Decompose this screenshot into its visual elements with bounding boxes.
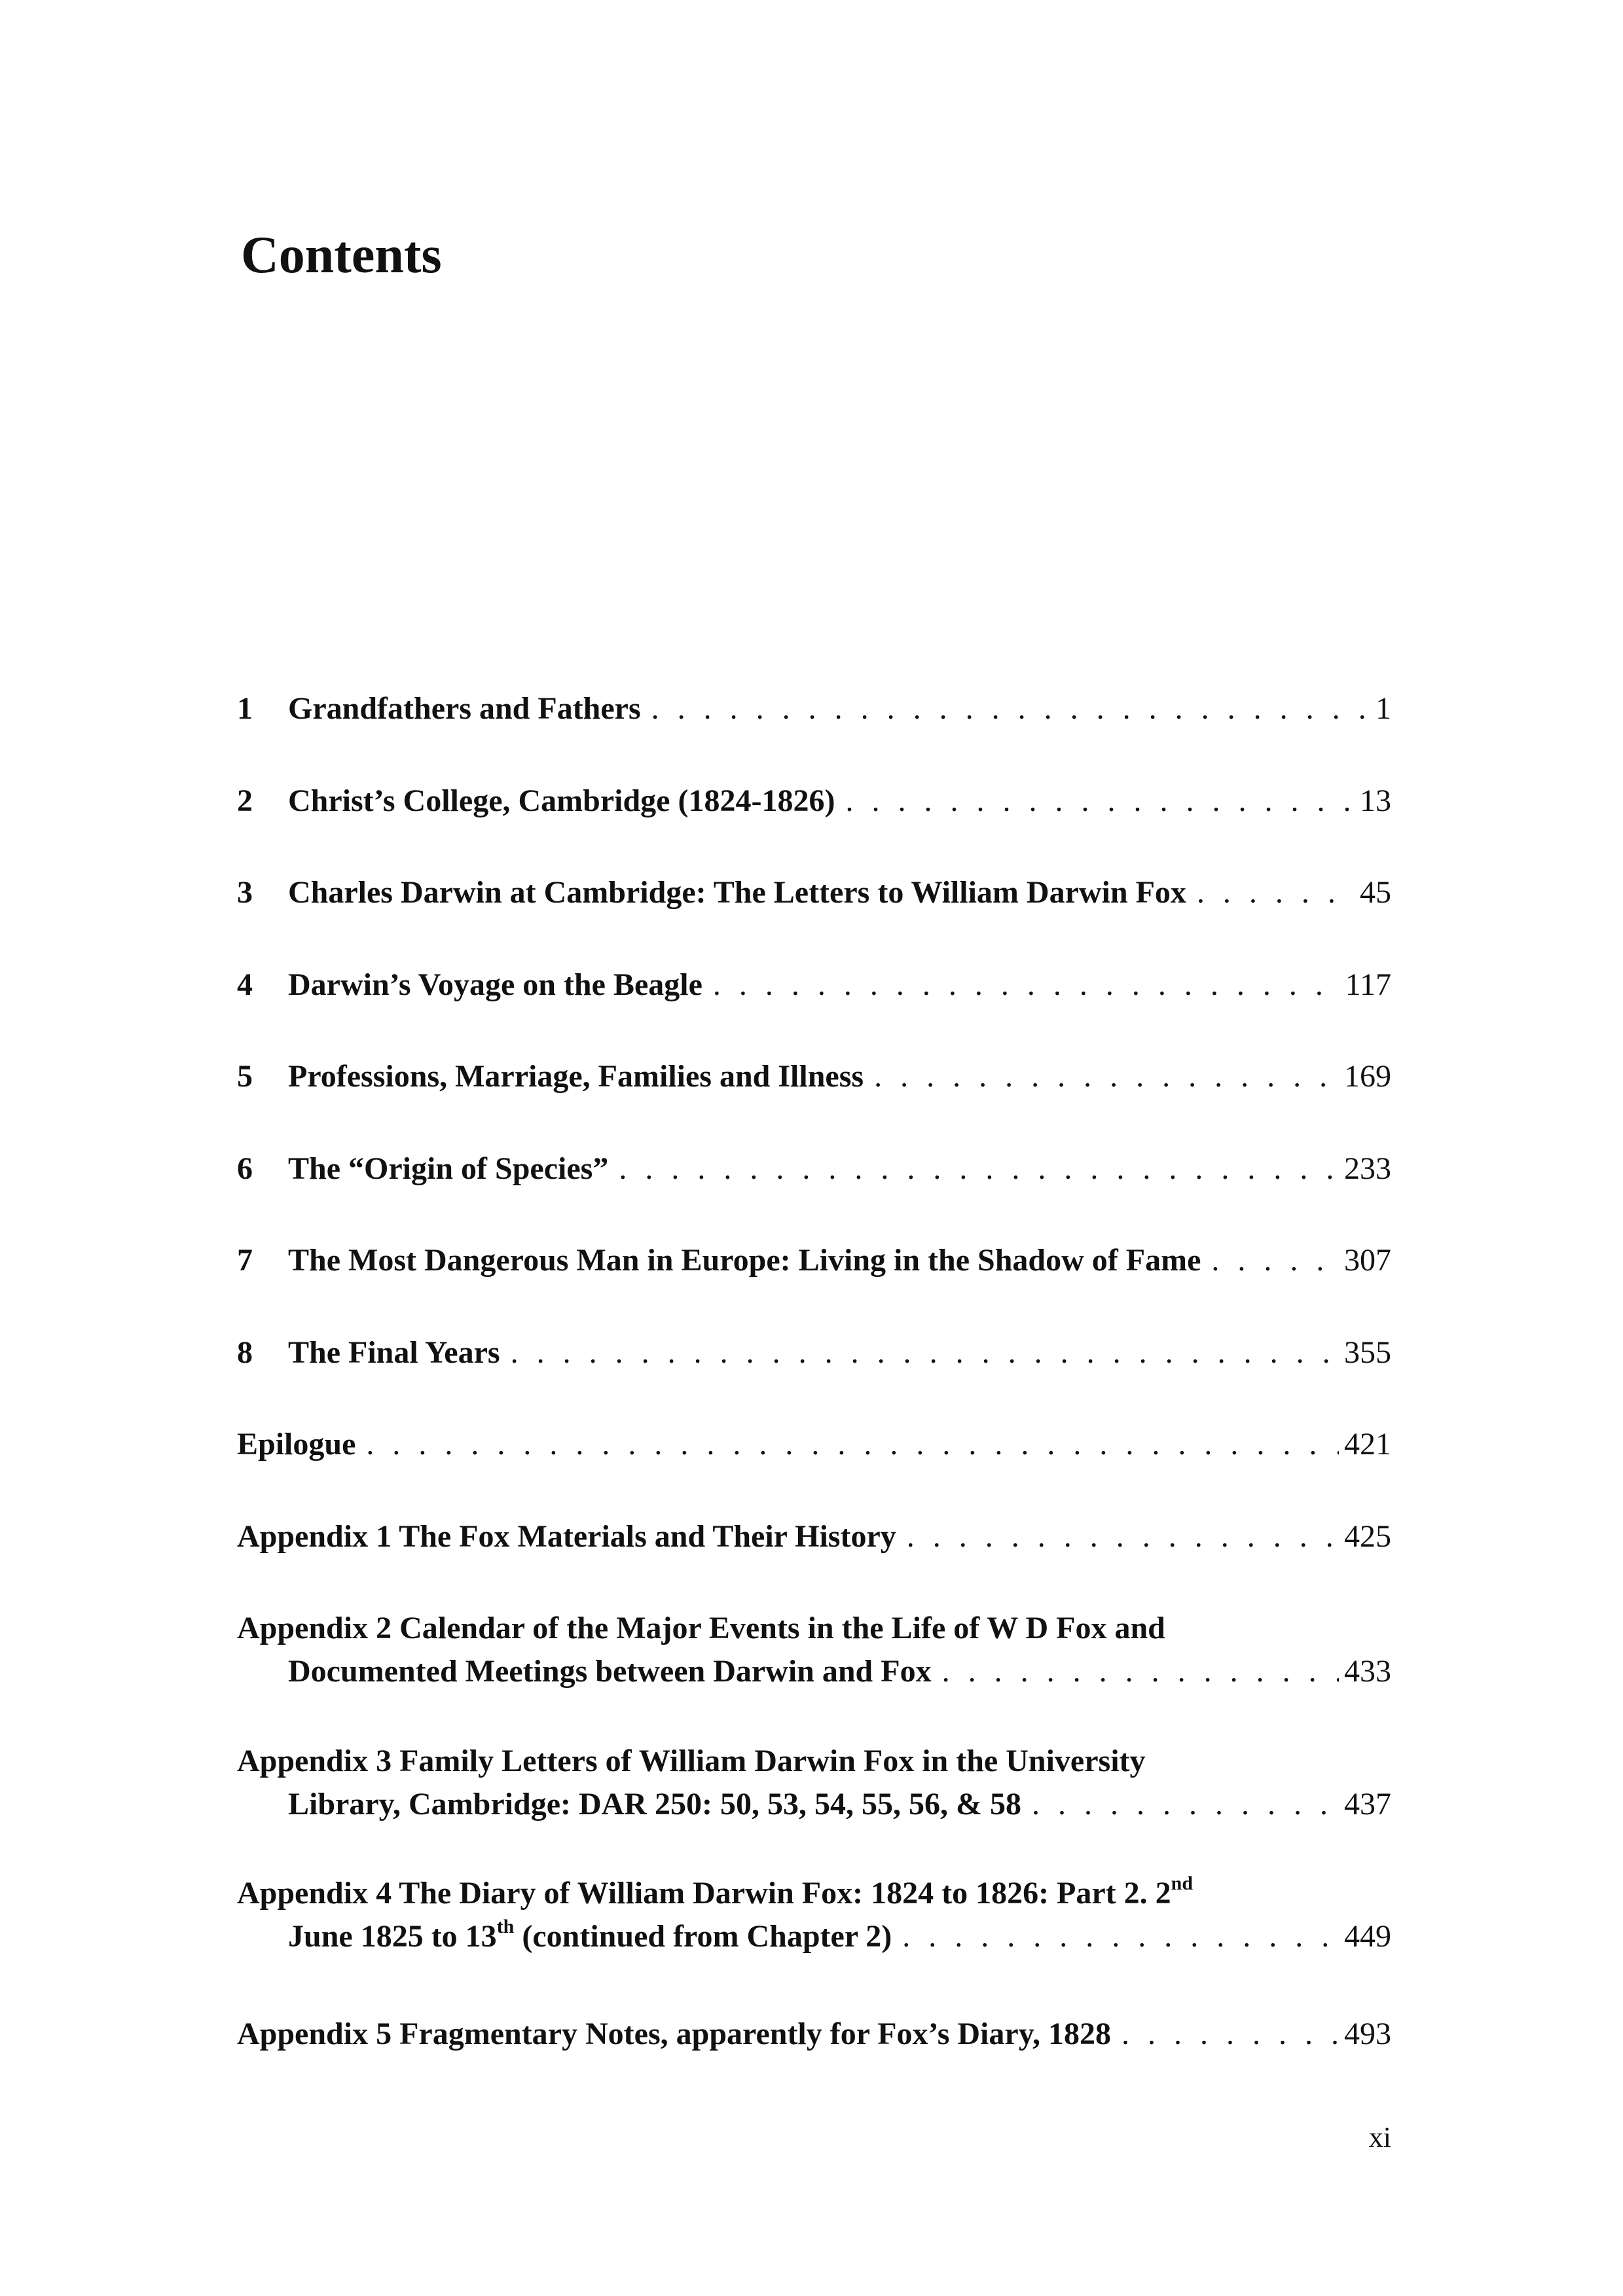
page-number: 425 [1344,1519,1391,1554]
toc-entry-chapter-3[interactable] [237,871,1391,914]
chapter-number: 1 [237,691,253,726]
chapter-number: 5 [237,1059,253,1094]
dot-leader [907,1515,1339,1558]
toc-entry-chapter-2[interactable] [237,780,1391,823]
page-number: 449 [1344,1919,1391,1954]
page-number: 493 [1344,2017,1391,2051]
page-number: 433 [1344,1654,1391,1689]
page-number: 45 [1360,875,1391,910]
page-number: 117 [1345,967,1391,1002]
ordinal-suffix: nd [1171,1873,1194,1894]
page-number: 355 [1344,1335,1391,1370]
appendix-title-line-1: Appendix 3 Family Letters of William Darwin Fox in the University [237,1744,1146,1778]
page-number: 437 [1344,1787,1391,1821]
page-number: 233 [1344,1151,1391,1186]
appendix-title-line-1: Appendix 2 Calendar of the Major Events in the Life of W D Fox and [237,1611,1165,1645]
chapter-title: Darwin’s Voyage on the Beagle [288,967,702,1002]
toc-entry-chapter-8[interactable] [237,1331,1391,1374]
appendix-title-line-2: Library, Cambridge: DAR 250: 50, 53, 54, 55, 56, & 58 [288,1787,1021,1821]
toc-entry-chapter-4[interactable] [237,963,1391,1007]
dot-leader [619,1147,1339,1191]
appendix-title-line-2: Documented Meetings between Darwin and Fox [288,1654,932,1689]
toc-entry-epilogue[interactable] [237,1423,1391,1466]
chapter-title: The “Origin of Species” [288,1151,609,1186]
chapter-number: 8 [237,1335,253,1370]
page-number: 1 [1376,691,1391,726]
dot-leader [1211,1239,1339,1282]
chapter-number: 4 [237,967,253,1002]
dot-leader [366,1423,1339,1466]
chapter-title: Christ’s College, Cambridge (1824-1826) [288,783,835,818]
toc-entry-appendix-3[interactable] [237,1740,1391,1826]
chapter-title: The Final Years [288,1335,500,1370]
page-number: 13 [1360,783,1391,818]
appendix-title: Appendix 5 Fragmentary Notes, apparently for Fox’s Diary, 1828 [237,2017,1112,2051]
toc-entry-appendix-5[interactable] [237,2013,1391,2056]
appendix-title-line-1: Appendix 4 The Diary of William Darwin Fox: 1824 to 1826: Part 2. 2nd [237,1873,1194,1910]
appendix-title: Appendix 1 The Fox Materials and Their History [237,1519,896,1554]
toc-entry-appendix-4[interactable] [237,1872,1391,1958]
appendix-title-line-2: June 1825 to 13th (continued from Chapter 2) [288,1916,892,1954]
chapter-title: Grandfathers and Fathers [288,691,641,726]
toc-entry-appendix-2[interactable] [237,1607,1391,1693]
toc-entry-appendix-1[interactable] [237,1515,1391,1558]
chapter-number: 7 [237,1243,253,1278]
page-number: 307 [1344,1243,1391,1278]
toc-entry-chapter-1[interactable] [237,687,1391,730]
page-folio: xi [1368,2121,1391,2153]
ordinal-suffix: th [496,1916,515,1937]
dot-leader [845,780,1355,823]
page-number: 421 [1344,1427,1391,1462]
dot-leader [511,1331,1339,1374]
chapter-number: 3 [237,875,253,910]
dot-leader [874,1055,1339,1098]
chapter-number: 2 [237,783,253,818]
toc-entry-chapter-7[interactable] [237,1239,1391,1282]
dot-leader [1197,871,1355,914]
toc-entry-chapter-6[interactable] [237,1147,1391,1191]
chapter-title: Professions, Marriage, Families and Illness [288,1059,864,1094]
dot-leader [713,963,1340,1007]
dot-leader [902,1915,1339,1958]
chapter-title: Epilogue [237,1427,356,1462]
dot-leader [942,1650,1339,1693]
chapter-title: The Most Dangerous Man in Europe: Living in the Shadow of Fame [288,1243,1201,1278]
toc-entry-chapter-5[interactable] [237,1055,1391,1098]
dot-leader [651,687,1370,730]
page-title: Contents [241,226,442,284]
dot-leader [1122,2013,1339,2056]
chapter-title: Charles Darwin at Cambridge: The Letters to William Darwin Fox [288,875,1186,910]
chapter-number: 6 [237,1151,253,1186]
page-number: 169 [1344,1059,1391,1094]
dot-leader [1032,1783,1339,1826]
